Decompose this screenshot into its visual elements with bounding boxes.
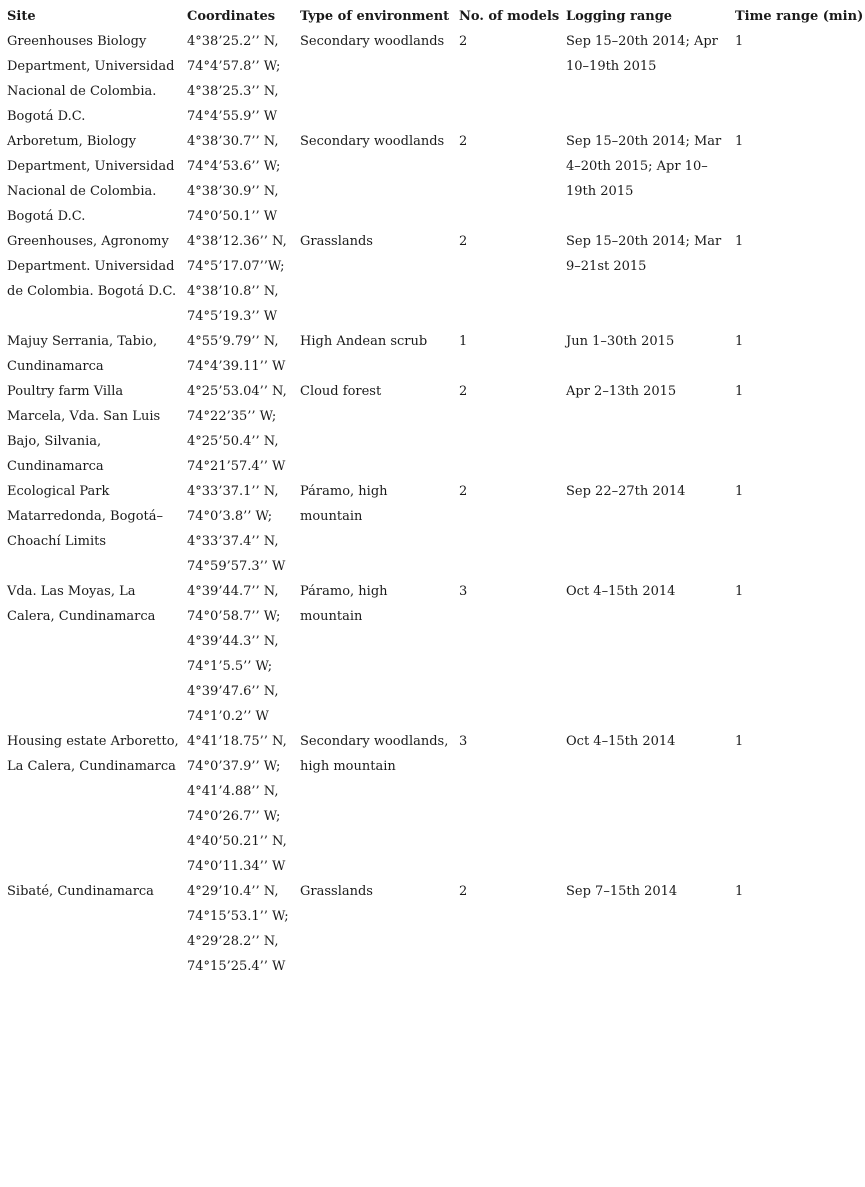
- table-row: [4, 479, 862, 579]
- sites-table: [4, 4, 862, 979]
- cell-site: Vda. Las Moyas, La Calera, Cundinamarca: [7, 584, 156, 624]
- header-logging: Logging range: [566, 9, 673, 24]
- cell-environment: Secondary woodlands, high mountain: [300, 734, 449, 774]
- cell-coordinates: 4°38’25.2’’ N, 74°4’57.8’’ W; 4°38’25.3’’ N, 74°4’55.9’’ W: [187, 34, 281, 124]
- cell-models: 3: [459, 584, 468, 599]
- table-row: [4, 579, 862, 729]
- table-row: [4, 329, 862, 379]
- cell-models: 1: [459, 334, 468, 349]
- cell-coordinates: 4°41’18.75’’ N, 74°0’37.9’’ W; 4°41’4.88’’ N, 74°0’26.7’’ W; 4°40’50.21’’ N, 74°0’11.34’’ W: [187, 734, 287, 874]
- cell-coordinates: 4°55’9.79’’ N, 74°4’39.11’’ W: [187, 334, 286, 374]
- cell-time: 1: [735, 884, 744, 899]
- cell-models: 2: [459, 384, 468, 399]
- cell-logging: Sep 15–20th 2014; Mar 4–20th 2015; Apr 10–19th 2015: [566, 134, 722, 199]
- header-time: Time range (min): [735, 9, 864, 24]
- cell-site: Housing estate Arboretto, La Calera, Cundinamarca: [7, 734, 179, 774]
- cell-environment: Grasslands: [300, 234, 373, 249]
- cell-time: 1: [735, 484, 744, 499]
- cell-environment: Secondary woodlands: [300, 34, 445, 49]
- table-row: [4, 729, 862, 879]
- cell-environment: Páramo, high mountain: [300, 484, 388, 524]
- cell-coordinates: 4°33’37.1’’ N, 74°0’3.8’’ W; 4°33’37.4’’ N, 74°59’57.3’’ W: [187, 484, 286, 574]
- table-row: [4, 229, 862, 329]
- cell-site: Sibaté, Cundinamarca: [7, 884, 154, 899]
- cell-site: Majuy Serrania, Tabio, Cundinamarca: [7, 334, 158, 374]
- cell-coordinates: 4°39’44.7’’ N, 74°0’58.7’’ W; 4°39’44.3’’ N, 74°1’5.5’’ W; 4°39’47.6’’ N, 74°1’0.2’’ W: [187, 584, 281, 724]
- cell-environment: Secondary woodlands: [300, 134, 445, 149]
- header-models: No. of models: [459, 9, 560, 24]
- cell-logging: Sep 15–20th 2014; Apr 10–19th 2015: [566, 34, 718, 74]
- cell-logging: Oct 4–15th 2014: [566, 734, 676, 749]
- cell-logging: Sep 22–27th 2014: [566, 484, 686, 499]
- cell-environment: High Andean scrub: [300, 334, 428, 349]
- cell-time: 1: [735, 34, 744, 49]
- cell-time: 1: [735, 584, 744, 599]
- cell-models: 2: [459, 34, 468, 49]
- cell-logging: Oct 4–15th 2014: [566, 584, 676, 599]
- table-row: [4, 379, 862, 479]
- table-header: [4, 4, 862, 29]
- table-row: [4, 879, 862, 979]
- cell-logging: Sep 15–20th 2014; Mar 9–21st 2015: [566, 234, 722, 274]
- table-row: [4, 29, 862, 129]
- cell-coordinates: 4°38’30.7’’ N, 74°4’53.6’’ W; 4°38’30.9’’ N, 74°0’50.1’’ W: [187, 134, 281, 224]
- cell-coordinates: 4°29’10.4’’ N, 74°15’53.1’’ W; 4°29’28.2’’ N, 74°15’25.4’’ W: [187, 884, 289, 974]
- cell-site: Greenhouses, Agronomy Department. Universidad de Colombia. Bogotá D.C.: [7, 234, 177, 299]
- cell-logging: Sep 7–15th 2014: [566, 884, 678, 899]
- cell-models: 2: [459, 234, 468, 249]
- cell-time: 1: [735, 384, 744, 399]
- cell-models: 3: [459, 734, 468, 749]
- cell-time: 1: [735, 734, 744, 749]
- cell-time: 1: [735, 234, 744, 249]
- table-row: [4, 129, 862, 229]
- cell-time: 1: [735, 334, 744, 349]
- cell-site: Greenhouses Biology Department, Universidad Nacional de Colombia. Bogotá D.C.: [7, 34, 175, 124]
- header-site: Site: [7, 9, 36, 24]
- cell-environment: Cloud forest: [300, 384, 382, 399]
- cell-coordinates: 4°25’53.04’’ N, 74°22’35’’ W; 4°25’50.4’’ N, 74°21’57.4’’ W: [187, 384, 287, 474]
- cell-environment: Páramo, high mountain: [300, 584, 388, 624]
- cell-models: 2: [459, 484, 468, 499]
- header-environment: Type of environment: [300, 9, 450, 24]
- cell-logging: Jun 1–30th 2015: [566, 334, 675, 349]
- cell-site: Poultry farm Villa Marcela, Vda. San Luis Bajo, Silvania, Cundinamarca: [7, 384, 161, 474]
- cell-site: Ecological Park Matarredonda, Bogotá–Choachí Limits: [7, 484, 164, 549]
- header-row: [4, 4, 862, 29]
- cell-models: 2: [459, 134, 468, 149]
- cell-models: 2: [459, 884, 468, 899]
- cell-coordinates: 4°38’12.36’’ N, 74°5’17.07’’W; 4°38’10.8’’ N, 74°5’19.3’’ W: [187, 234, 287, 324]
- cell-environment: Grasslands: [300, 884, 373, 899]
- cell-time: 1: [735, 134, 744, 149]
- table-body: [4, 29, 862, 979]
- cell-logging: Apr 2–13th 2015: [566, 384, 677, 399]
- cell-site: Arboretum, Biology Department, Universidad Nacional de Colombia. Bogotá D.C.: [7, 134, 175, 224]
- header-coordinates: Coordinates: [187, 9, 276, 24]
